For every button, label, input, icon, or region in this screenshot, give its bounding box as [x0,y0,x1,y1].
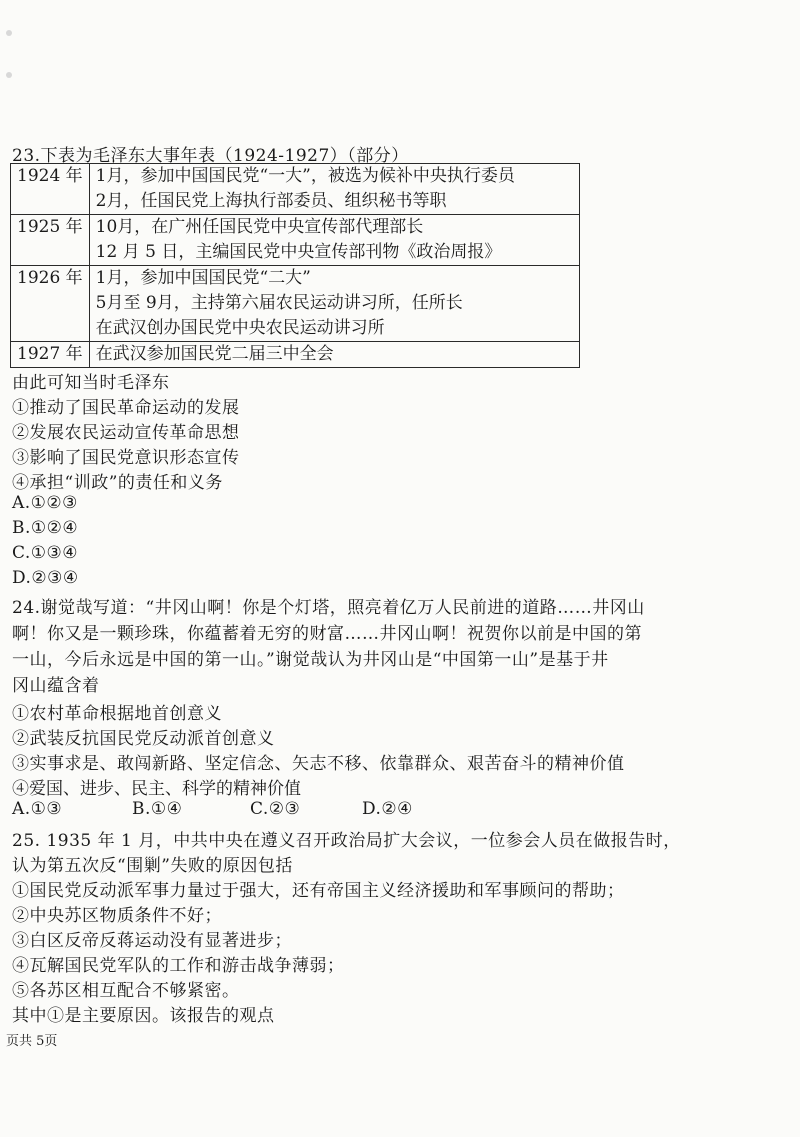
event-line: 5月至 9月，主持第六届农民运动讲习所，任所长 [95,293,463,313]
statement-item: ②发展农民运动宣传革命思想 [12,423,240,443]
year-cell: 1924 年 [11,164,90,215]
answer-option: D.②③④ [12,568,79,588]
event-cell [89,342,579,368]
statement-item: ⑤各苏区相互配合不够紧密。 [12,981,240,1001]
question-24-text: 24.谢觉哉写道：“井冈山啊！你是个灯塔，照亮着亿万人民前进的道路……井冈山 [12,598,645,618]
table-row [11,342,580,368]
table-row [11,164,580,215]
statement-item: ②中央苏区物质条件不好； [12,906,222,926]
answer-option: B.①④ [132,799,183,819]
statement-item: ③白区反帝反蒋运动没有显著进步； [12,931,292,951]
question-24-text: 冈山蕴含着 [12,676,100,696]
question-24-text: 一山，今后永远是中国的第一山。”谢觉哉认为井冈山是“中国第一山”是基于井 [12,650,609,670]
event-cell [89,164,579,215]
scan-mark [6,30,12,36]
question-24-text: 啊！你又是一颗珍珠，你蕴蓄着无穷的财富……井冈山啊！祝贺你以前是中国的第 [12,624,642,644]
answer-options-row [12,799,413,819]
statement-item: ③影响了国民党意识形态宣传 [12,448,240,468]
statement-item: ③实事求是、敢闯新路、坚定信念、矢志不移、依靠群众、艰苦奋斗的精神价值 [12,754,625,774]
page-footer: 页共 5页 [6,1034,58,1049]
answer-option: C.①③④ [12,543,79,563]
question-25-text: 25. 1935 年 1 月，中共中央在遵义召开政治局扩大会议，一位参会人员在做报告时， [12,831,681,851]
event-line: 1月，参加中国国民党“一大”，被选为候补中央执行委员 [95,166,515,186]
question-23-title: 23.下表为毛泽东大事年表（1924-1927）（部分） [12,146,409,166]
answer-option: A.①③ [12,799,63,819]
event-line: 在武汉创办国民党中央农民运动讲习所 [95,318,385,338]
question-25-text: 认为第五次反“围剿”失败的原因包括 [12,856,293,876]
statement-item: ④爱国、进步、民主、科学的精神价值 [12,779,301,799]
year-cell: 1927 年 [11,342,90,368]
answer-option: D.②④ [362,799,413,819]
event-cell [89,215,579,266]
answer-option: B.①②④ [12,518,79,538]
question-24-options [12,774,301,799]
table-row [11,266,580,342]
scan-mark [6,72,12,78]
statement-item: ①国民党反动派军事力量过于强大，还有帝国主义经济援助和军事顾问的帮助； [12,881,625,901]
event-line: 在武汉参加国民党二届三中全会 [95,344,334,364]
statement-item: ①农村革命根据地首创意义 [12,704,222,724]
statement-item: ④瓦解国民党军队的工作和游击战争薄弱； [12,956,345,976]
event-line: 2月，任国民党上海执行部委员、组织秘书等职 [95,191,447,211]
event-cell [89,266,579,342]
answer-option: A.①②③ [12,493,78,513]
chronology-table [10,163,580,368]
year-cell: 1926 年 [11,266,90,342]
statement-item: ①推动了国民革命运动的发展 [12,398,240,418]
event-line: 1月，参加中国国民党“二大” [95,268,311,288]
table-row [11,215,580,266]
statement-item: ②武装反抗国民党反动派首创意义 [12,729,275,749]
statement-item: ④承担“训政”的责任和义务 [12,473,223,493]
question-23-stem: 由此可知当时毛泽东 [12,373,170,393]
question-25-stem: 其中①是主要原因。该报告的观点 [12,1006,275,1026]
year-cell: 1925 年 [11,215,90,266]
answer-option: C.②③ [250,799,301,819]
event-line: 10月，在广州任国民党中央宣传部代理部长 [95,217,424,237]
event-line: 12 月 5 日，主编国民党中央宣传部刊物《政治周报》 [95,242,502,262]
